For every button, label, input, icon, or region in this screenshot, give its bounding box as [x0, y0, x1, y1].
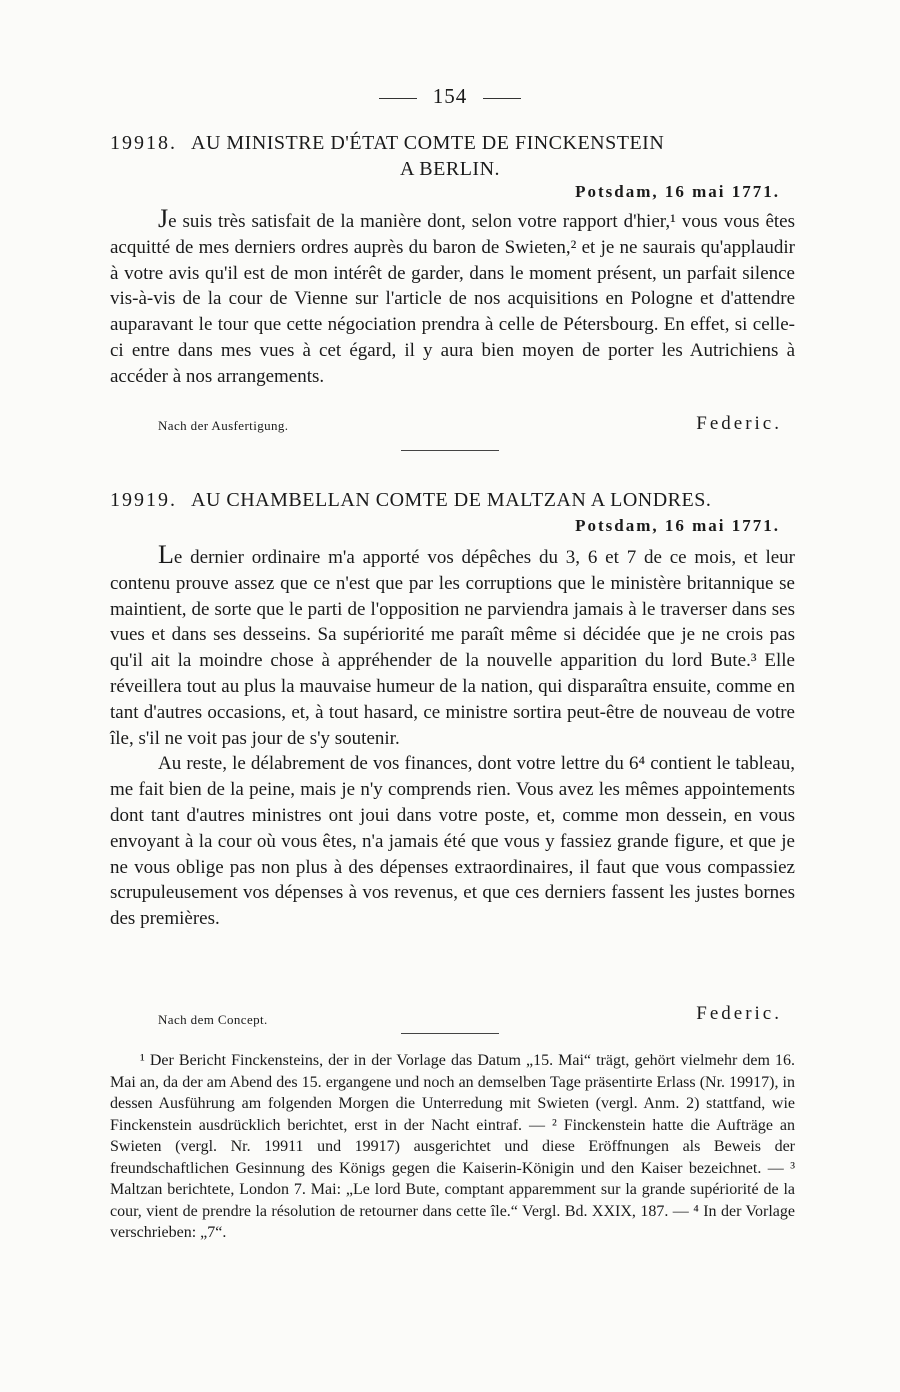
letter1-paragraph: Je suis très satisfait de la manière dont, selon votre rapport d'hier,¹ vous vous êtes acquitté de mes derniers ordres auprès du baron de Swieten,² et je ne saurais qu'applaudir à votre avis qu'il est de mon intérêt de garder, dans le moment présent, un parfait silence vis-à-vis de la cour de Vienne sur l'article de nos acquisitions en Pologne et d'attendre auparavant le tour que cette négociation prendra à celle de Pétersbourg. En effet, si celle-ci entre dans mes vues à cet égard, il y aura bien moyen de porter les Autrichiens à accéder à nos arrangements. — [110, 204, 795, 387]
letter2-place-date: Potsdam, 16 mai 1771. — [575, 516, 780, 535]
letter2-source-note: Nach dem Concept. — [158, 1012, 268, 1027]
header-rule-right — [483, 98, 521, 99]
letter1-title-line2: A BERLIN. — [399, 158, 501, 180]
letter2-heading — [110, 487, 790, 513]
letter1-source-note: Nach der Ausfertigung. — [158, 418, 289, 433]
footnotes — [110, 1050, 795, 1244]
letter1-place-date: Potsdam, 16 mai 1771. — [575, 182, 780, 201]
letter2-number: 19919. — [110, 489, 177, 511]
letter2-paragraph-2: Au reste, le délabrement de vos finances, dont votre lettre du 6⁴ contient le tableau, me fait bien de la peine, mais je n'y comprends rien. Vous avez les mêmes appointements dont tant d'autres ministres ont joui dans votre poste, et, comme mon dessein, en vous envoyant à la cour où vous êtes, n'a jamais été que vous y fassiez grande figure, et que je ne vous oblige pas non plus à des dépenses extraordinaires, il faut que vous compassiez scrupuleusement vos dépenses à vos revenus, et que ces derniers fassent les justes bornes des premières. — [110, 753, 795, 930]
letter2-paragraph-1: Le dernier ordinaire m'a apporté vos dépêches du 3, 6 et 7 de ce mois, et leur contenu prouve assez que ce n'est que par les corruptions que le ministère britannique se maintient, de sorte que le parti de l'opposition ne parviendra jamais à le traverser dans ses vues et dans ses desseins. Sa supériorité me paraît même si décidée que je ne crois pas qu'il ait la moindre chose à appréhender de la nouvelle apparition du lord Bute.³ Elle réveillera tout au plus la mauvaise humeur de la nation, qui disparaîtra ensuite, comme en tant d'autres occasions, et, à tout hasard, ce ministre sortira peut-être de nouveau de votre île, s'il ne voit pas jour de s'y soutenir. — [110, 540, 795, 749]
letter2-signature: Federic. — [696, 1003, 782, 1024]
letter1-body — [110, 206, 795, 390]
letter2-body — [110, 542, 795, 932]
letter2-title: AU CHAMBELLAN COMTE DE MALTZAN A LONDRES. — [191, 489, 712, 511]
section-divider-2 — [401, 1033, 499, 1034]
letter1-heading — [110, 130, 790, 182]
footnotes-text: ¹ Der Bericht Finckensteins, der in der Vorlage das Datum „15. Mai“ trägt, gehört vielmehr dem 16. Mai an, da der am Abend des 15. ergangene und noch an demselben Tage präsentirte Erlass (Nr. 19917), in dessen Ausführung am folgenden Morgen die Unterredung mit Swieten (vergl. Anm. 2) stattfand, wie Finckenstein ausdrücklich berichtet, erst in der Nacht eintraf. — ² Finckenstein hatte die Aufträge an Swieten (vergl. Nr. 19911 und 19917) ausgerichtet und diese Eröffnungen als Beweis der freundschaftlichen Gesinnung des Königs gegen die Kaiserin-Königin und den Kaiser bezeichnet. — ³ Maltzan berichtete, London 7. Mai: „Le lord Bute, comptant apparemment sur la grande supériorité de la cour, vient de prendre la résolution de retourner dans cette île.“ Vergl. Bd. XXIX, 187. — ⁴ In der Vorlage verschrieben: „7“. — [110, 1052, 795, 1241]
letter1-title: AU MINISTRE D'ÉTAT COMTE DE FINCKENSTEIN — [191, 132, 665, 154]
page-number: 154 — [432, 84, 468, 108]
header-rule-left — [379, 98, 417, 99]
letter1-signature: Federic. — [696, 413, 782, 434]
section-divider-1 — [401, 450, 499, 451]
page-number-header — [0, 84, 900, 109]
letter1-number: 19918. — [110, 132, 177, 154]
